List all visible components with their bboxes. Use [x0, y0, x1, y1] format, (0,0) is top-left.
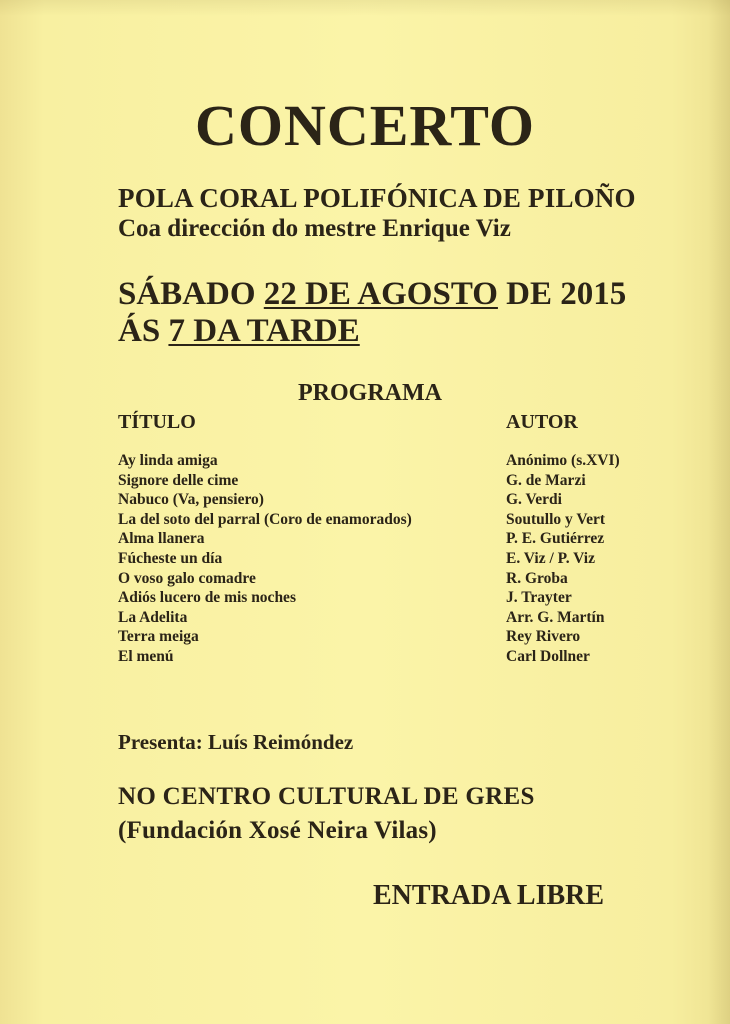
program-item-author: Soutullo y Vert — [506, 510, 606, 528]
program-item — [0, 491, 730, 511]
program-item-author: E. Viz / P. Viz — [506, 549, 595, 567]
program-item — [0, 472, 730, 492]
program-item-author: G. de Marzi — [506, 471, 586, 489]
concert-time — [118, 313, 360, 350]
choir-name: POLA CORAL POLIFÓNICA DE PILOÑO — [118, 183, 636, 213]
time-highlight: 7 DA TARDE — [168, 313, 360, 349]
program-item — [0, 609, 730, 629]
program-item-author: G. Verdi — [506, 491, 562, 509]
poster-title: CONCERTO — [194, 93, 536, 158]
program-item-title: Terra meiga — [118, 628, 199, 646]
program-item-author: Rey Rivero — [506, 628, 581, 646]
program-list — [0, 452, 730, 668]
venue-foundation: (Fundación Xosé Neira Vilas) — [118, 817, 437, 844]
program-item — [0, 530, 730, 550]
program-item — [0, 648, 730, 668]
time-prefix: ÁS — [118, 313, 169, 349]
program-item-title: Nabuco (Va, pensiero) — [118, 491, 264, 509]
program-item-title: Fúcheste un día — [118, 549, 223, 567]
venue-name: NO CENTRO CULTURAL DE GRES — [118, 783, 535, 810]
program-item — [0, 570, 730, 590]
program-item-title: La Adelita — [118, 608, 188, 626]
date-suffix: DE 2015 — [497, 276, 627, 312]
program-item-title: Ay linda amiga — [118, 452, 218, 469]
program-item-author: J. Trayter — [506, 589, 572, 607]
column-header-title: TÍTULO — [118, 411, 196, 433]
program-item-author: R. Groba — [506, 569, 568, 587]
program-item-author: Carl Dollner — [506, 647, 590, 665]
program-heading: PROGRAMA — [298, 380, 442, 406]
free-entry-notice: ENTRADA LIBRE — [373, 880, 605, 911]
program-item-author: P. E. Gutiérrez — [506, 530, 605, 548]
program-item-title: Alma llanera — [118, 530, 205, 548]
concert-date — [118, 276, 626, 313]
program-item-title: Signore delle cime — [118, 471, 239, 489]
director-line: Coa dirección do mestre Enrique Viz — [118, 215, 511, 242]
program-item — [0, 628, 730, 648]
date-highlight: 22 DE AGOSTO — [263, 276, 498, 312]
column-header-author: AUTOR — [506, 411, 578, 433]
program-item-title: Adiós lucero de mis noches — [118, 589, 296, 607]
date-prefix: SÁBADO — [118, 276, 264, 312]
program-item — [0, 550, 730, 570]
program-item-author: Arr. G. Martín — [506, 608, 605, 626]
program-item — [0, 452, 730, 472]
program-item-title: La del soto del parral (Coro de enamorados) — [118, 510, 412, 528]
program-item — [0, 589, 730, 609]
program-item-title: O voso galo comadre — [118, 569, 256, 587]
program-item-author: Anónimo (s.XVI) — [506, 452, 620, 469]
paper-shadow-top — [0, 0, 730, 16]
program-item — [0, 511, 730, 531]
program-item-title: El menú — [118, 647, 174, 665]
presenter-line: Presenta: Luís Reimóndez — [118, 730, 354, 754]
